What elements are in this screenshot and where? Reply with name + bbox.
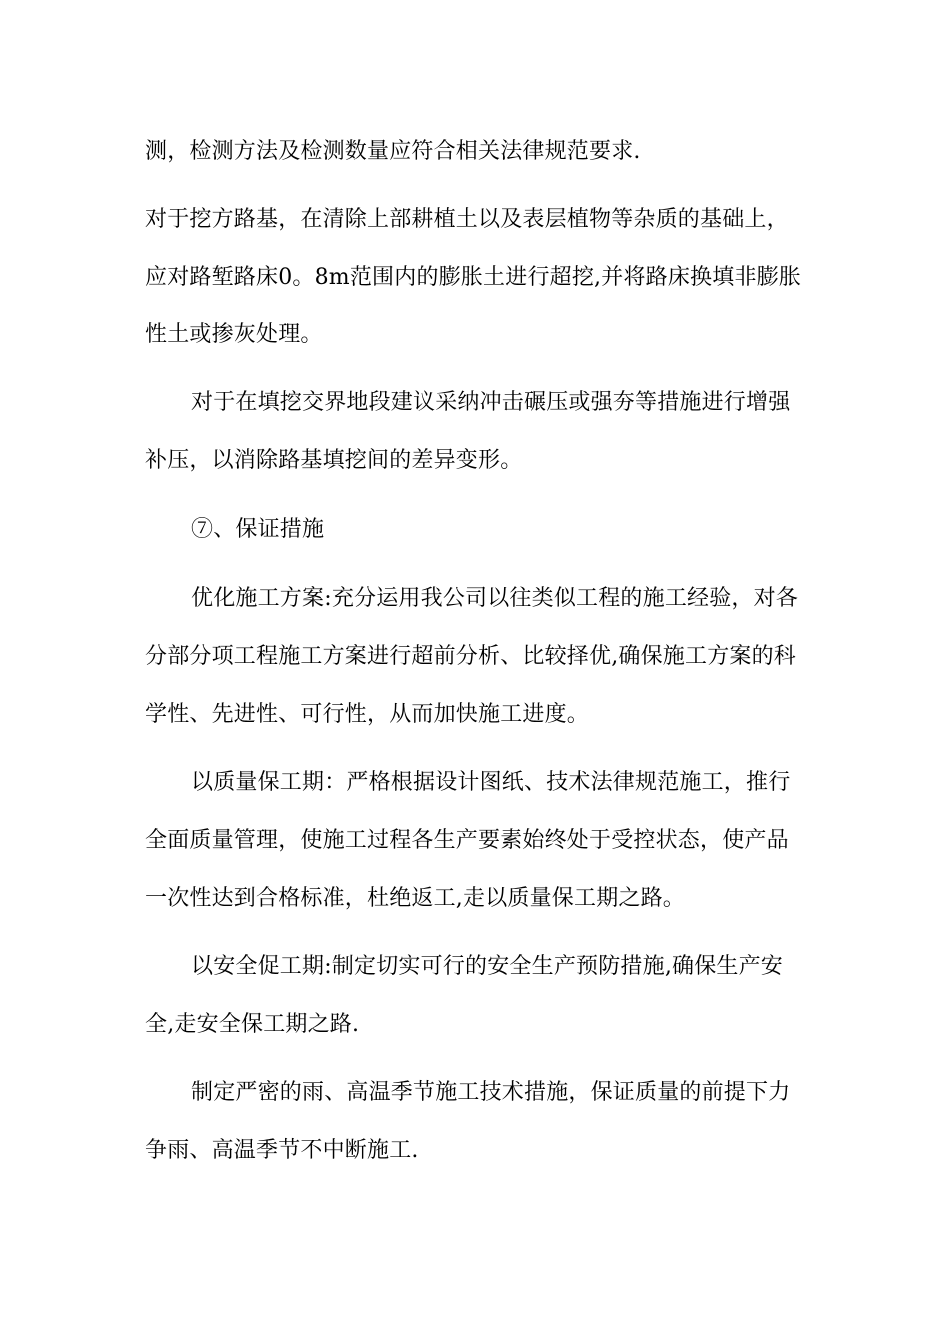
text-line-16: 制定严密的雨、高温季节施工技术措施，保证质量的前提下力 — [191, 1080, 791, 1105]
text-line-3: 应对路堑路床0。8m范围内的膨胀土进行超挖,并将路床换填非膨胀 — [145, 265, 802, 290]
text-line-13: 一次性达到合格标准，杜绝返工,走以质量保工期之路。 — [145, 886, 685, 911]
text-line-6: 补压，以消除路基填挖间的差异变形。 — [145, 448, 523, 473]
text-line-17: 争雨、高温季节不中断施工. — [145, 1138, 419, 1163]
text-line-5: 对于在填挖交界地段建议采纳冲击碾压或强夯等措施进行增强 — [191, 390, 791, 415]
text-line-4: 性土或掺灰处理。 — [145, 322, 323, 347]
text-line-10: 学性、先进性、可行性，从而加快施工进度。 — [145, 702, 590, 727]
text-line-11: 以质量保工期：严格根据设计图纸、技术法律规范施工，推行 — [191, 770, 791, 795]
text-line-1: 测，检测方法及检测数量应符合相关法律规范要求. — [145, 139, 641, 164]
text-line-8: 优化施工方案:充分运用我公司以往类似工程的施工经验，对各 — [191, 586, 799, 611]
text-line-9: 分部分项工程施工方案进行超前分析、比较择优,确保施工方案的科 — [145, 644, 796, 669]
text-line-2: 对于挖方路基，在清除上部耕植土以及表层植物等杂质的基础上， — [145, 207, 789, 232]
section-heading: ⑦、保证措施 — [191, 517, 325, 542]
text-line-15: 全,走安全保工期之路. — [145, 1012, 360, 1037]
text-line-12: 全面质量管理，使施工过程各生产要素始终处于受控状态，使产品 — [145, 828, 789, 853]
text-line-14: 以安全促工期:制定切实可行的安全生产预防措施,确保生产安 — [191, 954, 784, 979]
